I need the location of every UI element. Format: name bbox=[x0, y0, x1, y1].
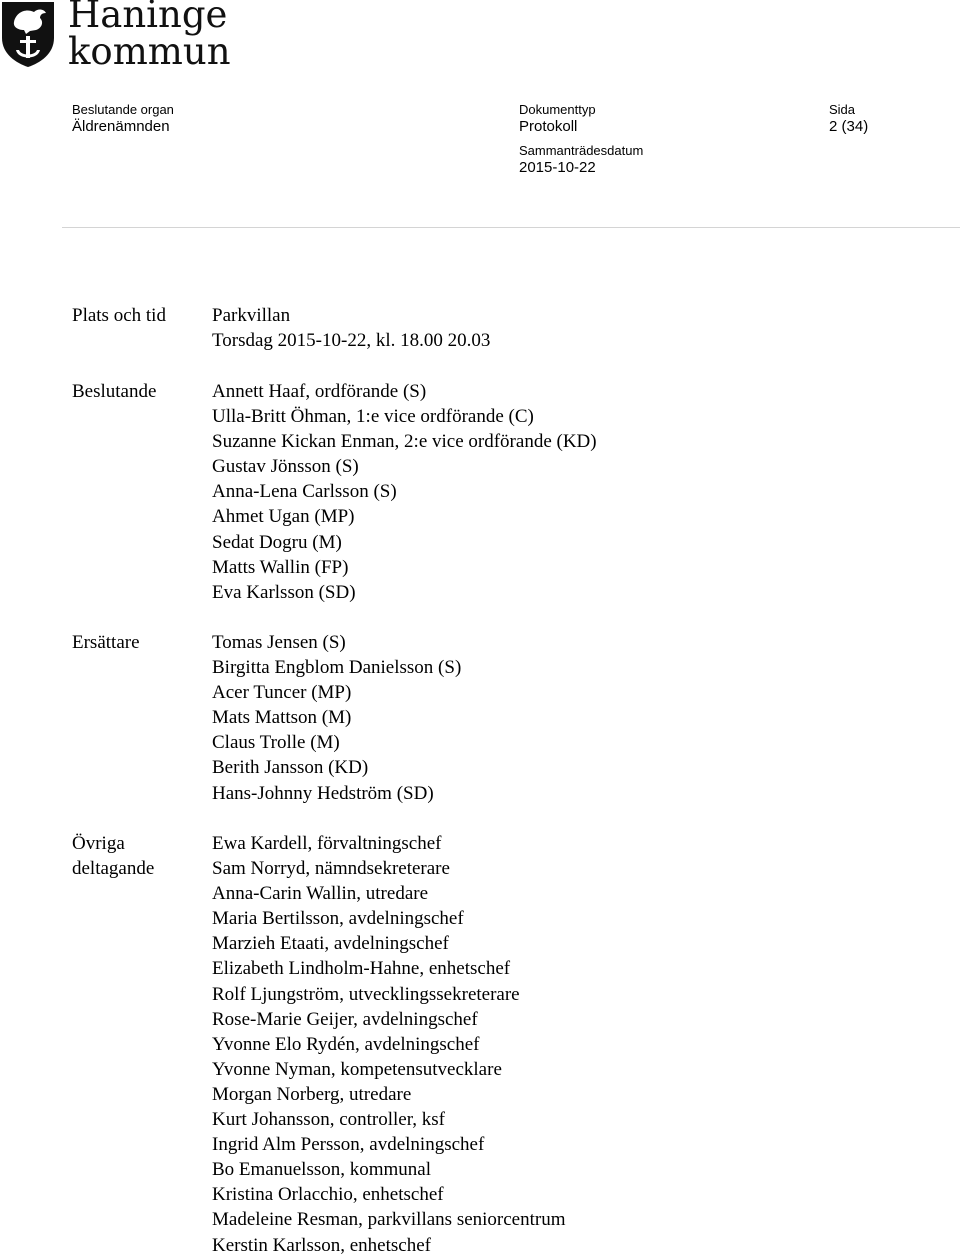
text-line: Kerstin Karlsson, enhetschef bbox=[212, 1234, 431, 1256]
text-line: Birgitta Engblom Danielsson (S) bbox=[212, 657, 462, 679]
section-lines bbox=[212, 831, 952, 1258]
text-line: Madeleine Resman, parkvillans seniorcentrum bbox=[212, 1209, 566, 1231]
label-line: deltagande bbox=[72, 858, 155, 880]
text-line: Ingrid Alm Persson, avdelningschef bbox=[212, 1134, 485, 1156]
organ-block bbox=[72, 102, 174, 136]
text-line: Yvonne Nyman, kompetensutvecklare bbox=[212, 1058, 502, 1080]
text-line: Ewa Kardell, förvaltningschef bbox=[212, 833, 442, 854]
date-value: 2015-10-22 bbox=[519, 159, 596, 176]
section-label bbox=[72, 831, 202, 881]
page-label: Sida bbox=[829, 102, 856, 117]
text-line: Rolf Ljungström, utvecklingssekreterare bbox=[212, 983, 520, 1005]
text-line: Suzanne Kickan Enman, 2:e vice ordförande (KD) bbox=[212, 431, 597, 453]
section-label bbox=[72, 303, 202, 328]
text-line: Elizabeth Lindholm-Hahne, enhetschef bbox=[212, 958, 511, 980]
section-label bbox=[72, 630, 202, 655]
text-line: Sam Norryd, nämndsekreterare bbox=[212, 858, 450, 880]
label-line: Ersättare bbox=[72, 632, 140, 653]
text-line: Bo Emanuelsson, kommunal bbox=[212, 1159, 432, 1181]
doctype-block bbox=[519, 102, 596, 136]
section-lines bbox=[212, 303, 952, 353]
text-line: Acer Tuncer (MP) bbox=[212, 682, 352, 704]
text-line: Marzieh Etaati, avdelningschef bbox=[212, 933, 449, 955]
text-line: Mats Mattson (M) bbox=[212, 707, 352, 729]
text-line: Ahmet Ugan (MP) bbox=[212, 506, 355, 528]
text-line: Hans-Johnny Hedström (SD) bbox=[212, 782, 434, 804]
section-lines bbox=[212, 630, 952, 806]
doctype-value: Protokoll bbox=[519, 118, 578, 135]
text-line: Matts Wallin (FP) bbox=[212, 556, 349, 578]
text-line: Annett Haaf, ordförande (S) bbox=[212, 381, 427, 402]
text-line: Claus Trolle (M) bbox=[212, 732, 340, 754]
text-line: Maria Bertilsson, avdelningschef bbox=[212, 908, 464, 930]
text-line: Torsdag 2015-10-22, kl. 18.00 20.03 bbox=[212, 330, 491, 352]
text-line: Eva Karlsson (SD) bbox=[212, 581, 356, 603]
section-lines bbox=[212, 379, 952, 605]
logo-line-2: kommun bbox=[68, 30, 231, 73]
section-label bbox=[72, 379, 202, 404]
text-line: Parkvillan bbox=[212, 305, 291, 326]
text-line: Yvonne Elo Rydén, avdelningschef bbox=[212, 1033, 480, 1055]
page-block bbox=[829, 102, 868, 136]
text-line: Kristina Orlacchio, enhetschef bbox=[212, 1184, 444, 1206]
text-line: Anna-Carin Wallin, utredare bbox=[212, 883, 429, 905]
text-line: Kurt Johansson, controller, ksf bbox=[212, 1109, 446, 1131]
text-line: Sedat Dogru (M) bbox=[212, 531, 342, 553]
coat-of-arms-icon bbox=[0, 0, 56, 68]
organ-value: Äldrenämnden bbox=[72, 118, 170, 135]
header-divider bbox=[62, 227, 960, 228]
date-block bbox=[519, 143, 643, 177]
haninge-logo bbox=[0, 0, 260, 72]
logo-line-1: Haninge bbox=[68, 0, 228, 36]
logo-wordmark bbox=[68, 0, 231, 73]
text-line: Gustav Jönsson (S) bbox=[212, 456, 359, 478]
organ-label: Beslutande organ bbox=[72, 102, 174, 117]
text-line: Ulla-Britt Öhman, 1:e vice ordförande (C) bbox=[212, 406, 534, 428]
label-line: Beslutande bbox=[72, 381, 157, 402]
date-label: Sammanträdesdatum bbox=[519, 143, 644, 158]
page-value: 2 (34) bbox=[829, 118, 869, 135]
label-line: Plats och tid bbox=[72, 305, 166, 326]
text-line: Anna-Lena Carlsson (S) bbox=[212, 481, 397, 503]
label-line: Övriga bbox=[72, 833, 125, 854]
text-line: Morgan Norberg, utredare bbox=[212, 1083, 412, 1105]
text-line: Berith Jansson (KD) bbox=[212, 757, 369, 779]
text-line: Tomas Jensen (S) bbox=[212, 632, 346, 653]
text-line: Rose-Marie Geijer, avdelningschef bbox=[212, 1008, 478, 1030]
doctype-label: Dokumenttyp bbox=[519, 102, 596, 117]
